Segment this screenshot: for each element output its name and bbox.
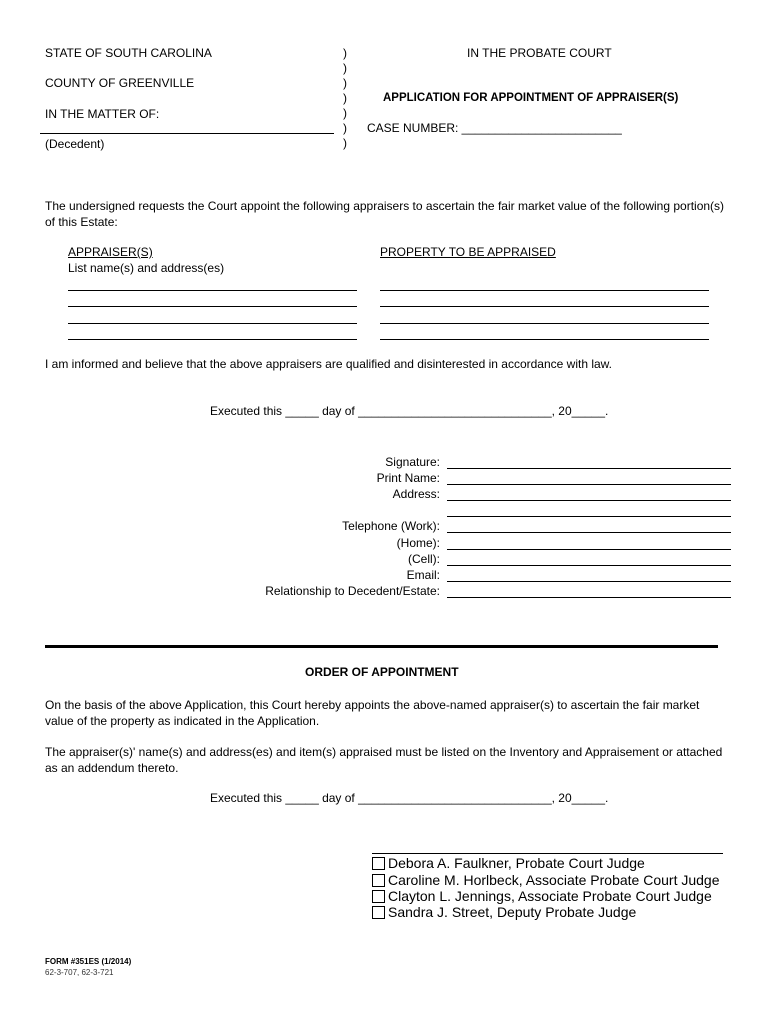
email-line[interactable] [447,581,731,582]
paren: ) [343,91,347,105]
telephone-home-line[interactable] [447,549,731,550]
judge-option[interactable] [372,855,645,871]
executed-date-field[interactable]: Executed this _____ day of _____________________________, 20_____. [210,404,609,418]
paren: ) [343,121,347,135]
state-label: STATE OF SOUTH CAROLINA [45,46,212,60]
section-divider [45,645,718,648]
judge-option[interactable] [372,888,712,904]
email-label: Email: [406,568,440,582]
order-paragraph: The appraiser(s)' name(s) and address(es) and item(s) appraised must be listed on the Inventory and Appraisement or attached as an addendum thereto. [45,745,723,775]
case-number-field[interactable]: CASE NUMBER: ________________________ [367,121,622,135]
telephone-work-line[interactable] [447,532,731,533]
qualification-statement: I am informed and believe that the above appraisers are qualified and disinterested in accordance with law. [45,357,613,371]
print-name-label: Print Name: [376,471,440,485]
paren: ) [343,136,347,150]
decedent-name-line[interactable] [40,133,334,134]
judge-option[interactable] [372,904,636,920]
judge-name: Caroline M. Horlbeck, Associate Probate Court Judge [388,872,720,888]
paren: ) [343,61,347,75]
county-label: COUNTY OF GREENVILLE [45,76,195,90]
appraiser-line[interactable] [68,339,357,340]
signature-line[interactable] [447,468,731,469]
address-label: Address: [392,487,440,501]
property-line[interactable] [380,323,709,324]
form-number: FORM #351ES (1/2014) [45,957,132,966]
print-name-line[interactable] [447,484,731,485]
order-executed-date-field[interactable]: Executed this _____ day of _____________________________, 20_____. [210,791,609,805]
telephone-work-label: Telephone (Work): [342,519,440,533]
paren: ) [343,46,347,60]
signature-label: Signature: [385,455,440,469]
appraisers-subheading: List name(s) and address(es) [68,261,225,275]
judge-signature-line[interactable] [372,853,723,854]
property-line[interactable] [380,306,709,307]
telephone-cell-label: (Cell): [408,552,440,566]
address-line[interactable] [447,500,731,501]
order-paragraph: On the basis of the above Application, this Court hereby appoints the above-named appraiser(s) to ascertain the fair market value of the property as indicated in the Application. [45,698,700,728]
telephone-cell-line[interactable] [447,565,731,566]
paren: ) [343,76,347,90]
matter-label: IN THE MATTER OF: [45,107,160,121]
judge-checkbox[interactable] [372,857,385,870]
intro-text: The undersigned requests the Court appoint the following appraisers to ascertain the fair market value of the following portion(s) of this Estate: [45,199,725,229]
judge-name: Sandra J. Street, Deputy Probate Judge [388,904,637,920]
appraiser-line[interactable] [68,323,357,324]
appraiser-line[interactable] [68,306,357,307]
telephone-home-label: (Home): [396,536,440,550]
appraiser-line[interactable] [68,290,357,291]
judge-checkbox[interactable] [372,890,385,903]
relationship-line[interactable] [447,597,731,598]
relationship-label: Relationship to Decedent/Estate: [265,584,440,598]
statute-codes: 62-3-707, 62-3-721 [45,968,114,977]
appraisers-heading: APPRAISER(S) [68,245,153,259]
property-heading: PROPERTY TO BE APPRAISED [380,245,556,259]
decedent-label: (Decedent) [45,137,105,151]
address-line[interactable] [447,516,731,517]
property-line[interactable] [380,290,709,291]
judge-checkbox[interactable] [372,874,385,887]
judge-name: Debora A. Faulkner, Probate Court Judge [388,855,645,871]
judge-option[interactable] [372,872,720,888]
order-title: ORDER OF APPOINTMENT [305,665,459,679]
paren: ) [343,106,347,120]
form-title: APPLICATION FOR APPOINTMENT OF APPRAISER(S) [383,92,679,104]
property-line[interactable] [380,339,709,340]
court-label: IN THE PROBATE COURT [467,46,612,60]
judge-checkbox[interactable] [372,906,385,919]
judge-name: Clayton L. Jennings, Associate Probate Court Judge [388,888,712,904]
